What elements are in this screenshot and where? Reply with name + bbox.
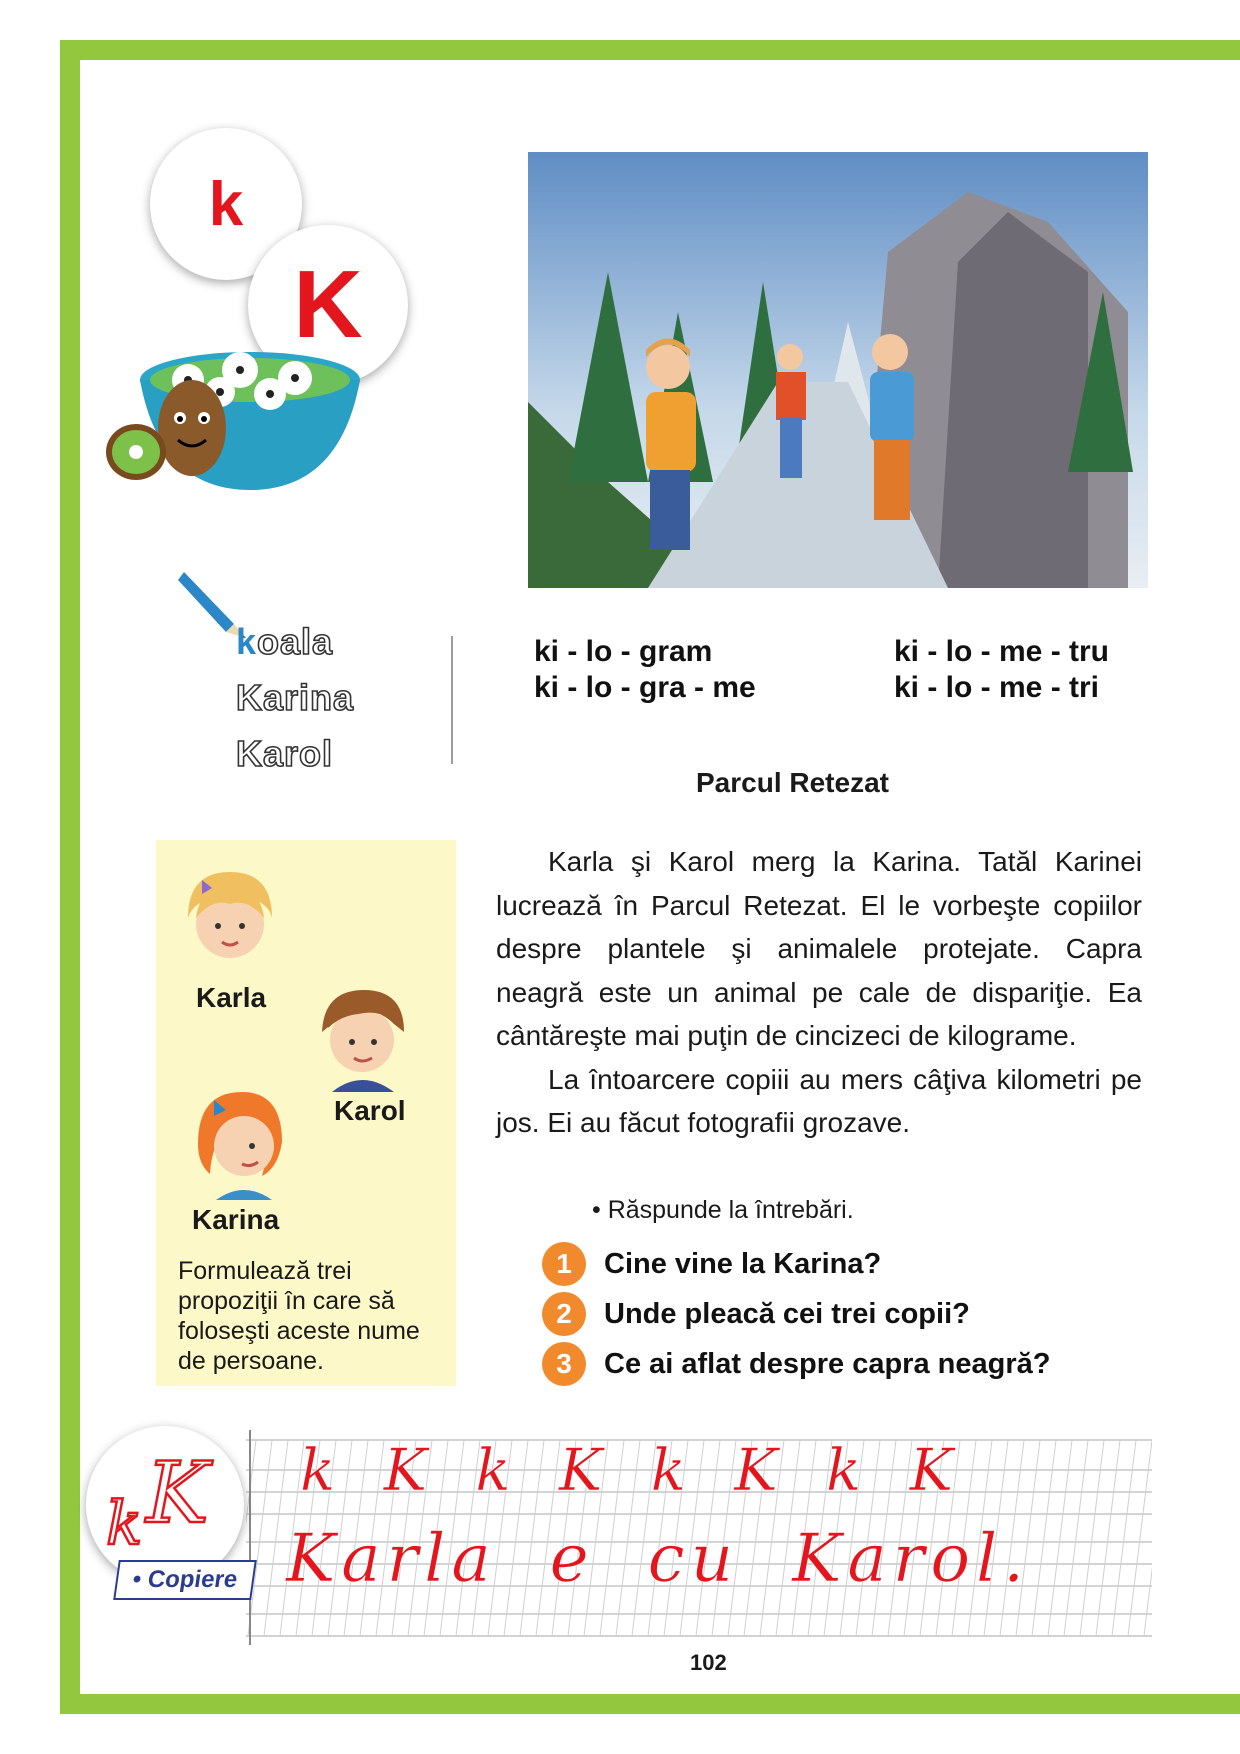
question-text: Ce ai aflat despre capra neagră? [604, 1347, 1051, 1380]
page-number: 102 [690, 1650, 727, 1675]
karla-portrait [178, 868, 282, 972]
name-karol: Karol [334, 1095, 406, 1126]
question-number: 2 [542, 1292, 586, 1336]
syllable-line: ki - lo - me - tru [894, 635, 1110, 668]
word-text: Karina [236, 677, 355, 718]
uppercase-letter: K [293, 251, 363, 358]
cursive-sentence-row: Karla e cu Karol. [286, 1520, 1031, 1597]
lowercase-letter: k [208, 169, 244, 239]
name-karla: Karla [196, 982, 267, 1013]
syllables-left [534, 634, 756, 706]
svg-text:K: K [146, 1444, 209, 1542]
story-paragraph-1: Karla şi Karol merg la Karina. Tatăl Karinei lucrează în Parcul Retezat. El le vorbeşte copiilor despre plantele şi animalele protejate. Capra neagră este un animal pe cale de dispariţie. Ea cântăreşte mai puţin de cincizeci de kilograme. [496, 846, 1142, 1051]
question-number: 3 [542, 1342, 586, 1386]
outlined-word-koala [236, 614, 354, 670]
kiwi-bowl-illustration [100, 340, 360, 500]
story-paragraph-2: La întoarcere copiii au mers câţiva kilometri pe jos. Ei au făcut fotografii grozave. [496, 1063, 1142, 1138]
outlined-word-karol [236, 726, 354, 782]
characters-task: Formulează trei propoziţii în care să foloseşti aceste nume de persoane. [178, 1257, 420, 1375]
syllable-line: ki - lo - me - tri [894, 671, 1100, 704]
outlined-word-karina [236, 670, 354, 726]
karina-portrait [192, 1084, 288, 1200]
copy-label: • Copiere [113, 1560, 257, 1600]
syllable-line: ki - lo - gram [534, 635, 713, 668]
word-rest: oala [257, 621, 334, 662]
outlined-word-list [236, 614, 354, 782]
name-karina: Karina [192, 1204, 280, 1235]
page-border-bottom [60, 1694, 1240, 1714]
question-3 [542, 1342, 1050, 1386]
question-text: Cine vine la Karina? [604, 1247, 882, 1280]
page-border-left [60, 40, 80, 1714]
page-border-top [60, 40, 1240, 60]
characters-box [156, 840, 456, 1386]
karol-portrait [314, 984, 410, 1092]
question-2 [542, 1292, 970, 1336]
story-text [496, 840, 1142, 1145]
story-title: Parcul Retezat [696, 767, 889, 798]
question-1 [542, 1242, 881, 1286]
question-number: 1 [542, 1242, 586, 1286]
highlighted-letter: k [236, 621, 258, 662]
word-text: Karol [236, 733, 334, 774]
questions-instruction: • Răspunde la întrebări. [592, 1196, 854, 1224]
syllables-right [894, 634, 1109, 706]
syllable-line: ki - lo - gra - me [534, 671, 756, 704]
question-text: Unde pleacă cei trei copii? [604, 1297, 970, 1330]
svg-text:k: k [106, 1489, 143, 1559]
cursive-letters-row: k K k K k K k K [300, 1436, 959, 1504]
vertical-divider [451, 636, 453, 764]
mountain-park-illustration [528, 152, 1148, 588]
